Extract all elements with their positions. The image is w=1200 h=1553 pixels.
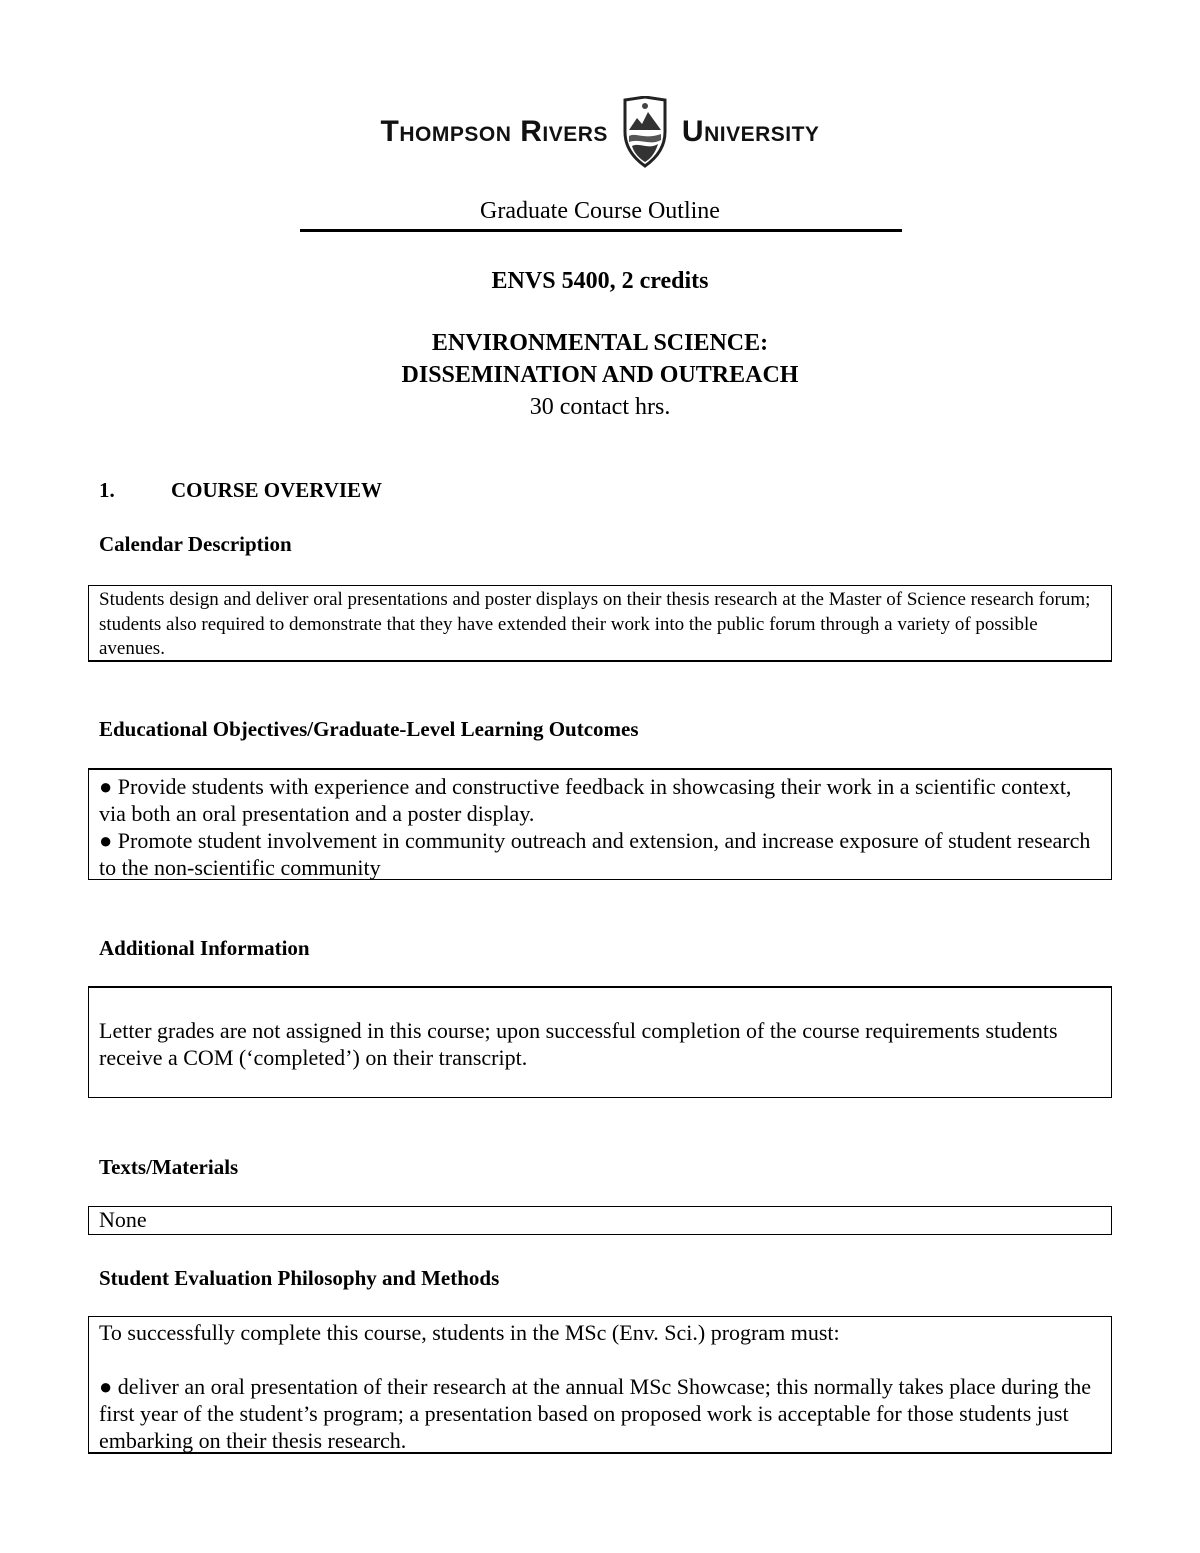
contact-hours: 30 contact hrs.	[529, 394, 671, 420]
course-code-credits: ENVS 5400, 2 credits	[491, 268, 709, 294]
logo-text-left: Thompson Rivers	[380, 115, 608, 148]
additional-information-text: Letter grades are not assigned in this course; upon successful completion of the course requirements students receive a COM (‘completed’) on their transcript.	[99, 1018, 1058, 1070]
learning-outcomes-box	[88, 768, 1112, 880]
learning-outcomes-heading: Educational Objectives/Graduate-Level Learning Outcomes	[99, 717, 639, 741]
learning-outcome-item: ● Provide students with experience and constructive feedback in showcasing their work in a scientific context, via both an oral presentation and a poster display.	[99, 774, 1072, 826]
title-divider	[300, 229, 902, 232]
evaluation-spacer	[99, 1346, 1101, 1373]
additional-information-box	[88, 986, 1112, 1098]
calendar-description-box	[88, 585, 1112, 662]
texts-materials-box	[88, 1206, 1112, 1235]
course-name-line2: DISSEMINATION AND OUTREACH	[401, 362, 799, 388]
learning-outcome-item: ● Promote student involvement in community outreach and extension, and increase exposure of student research to the non-scientific community	[99, 828, 1091, 880]
section-title: COURSE OVERVIEW	[171, 478, 383, 502]
texts-materials-heading: Texts/Materials	[99, 1155, 239, 1179]
evaluation-intro: To successfully complete this course, students in the MSc (Env. Sci.) program must:	[99, 1320, 840, 1345]
outline-title: Graduate Course Outline	[480, 198, 720, 224]
course-name-line1: ENVIRONMENTAL SCIENCE:	[431, 330, 769, 356]
evaluation-box	[88, 1316, 1112, 1454]
logo-text-right: University	[681, 115, 820, 148]
section-heading-course-overview	[99, 478, 382, 503]
section-number: 1.	[99, 478, 115, 502]
shield-crest-icon	[622, 96, 668, 168]
university-logo	[0, 96, 1200, 168]
evaluation-heading: Student Evaluation Philosophy and Methods	[99, 1266, 500, 1290]
texts-materials-text: None	[99, 1207, 147, 1232]
calendar-description-text: Students design and deliver oral presentations and poster displays on their thesis research at the Master of Science research forum; students also required to demonstrate that they have extended their work into the public forum through a variety of possible avenues.	[99, 589, 1091, 659]
calendar-description-heading: Calendar Description	[99, 532, 292, 556]
evaluation-item: ● deliver an oral presentation of their research at the annual MSc Showcase; this normally takes place during the first year of the student’s program; a presentation based on proposed work is acceptable for those students just embarking on their thesis research.	[99, 1374, 1091, 1453]
additional-information-heading: Additional Information	[99, 936, 310, 960]
